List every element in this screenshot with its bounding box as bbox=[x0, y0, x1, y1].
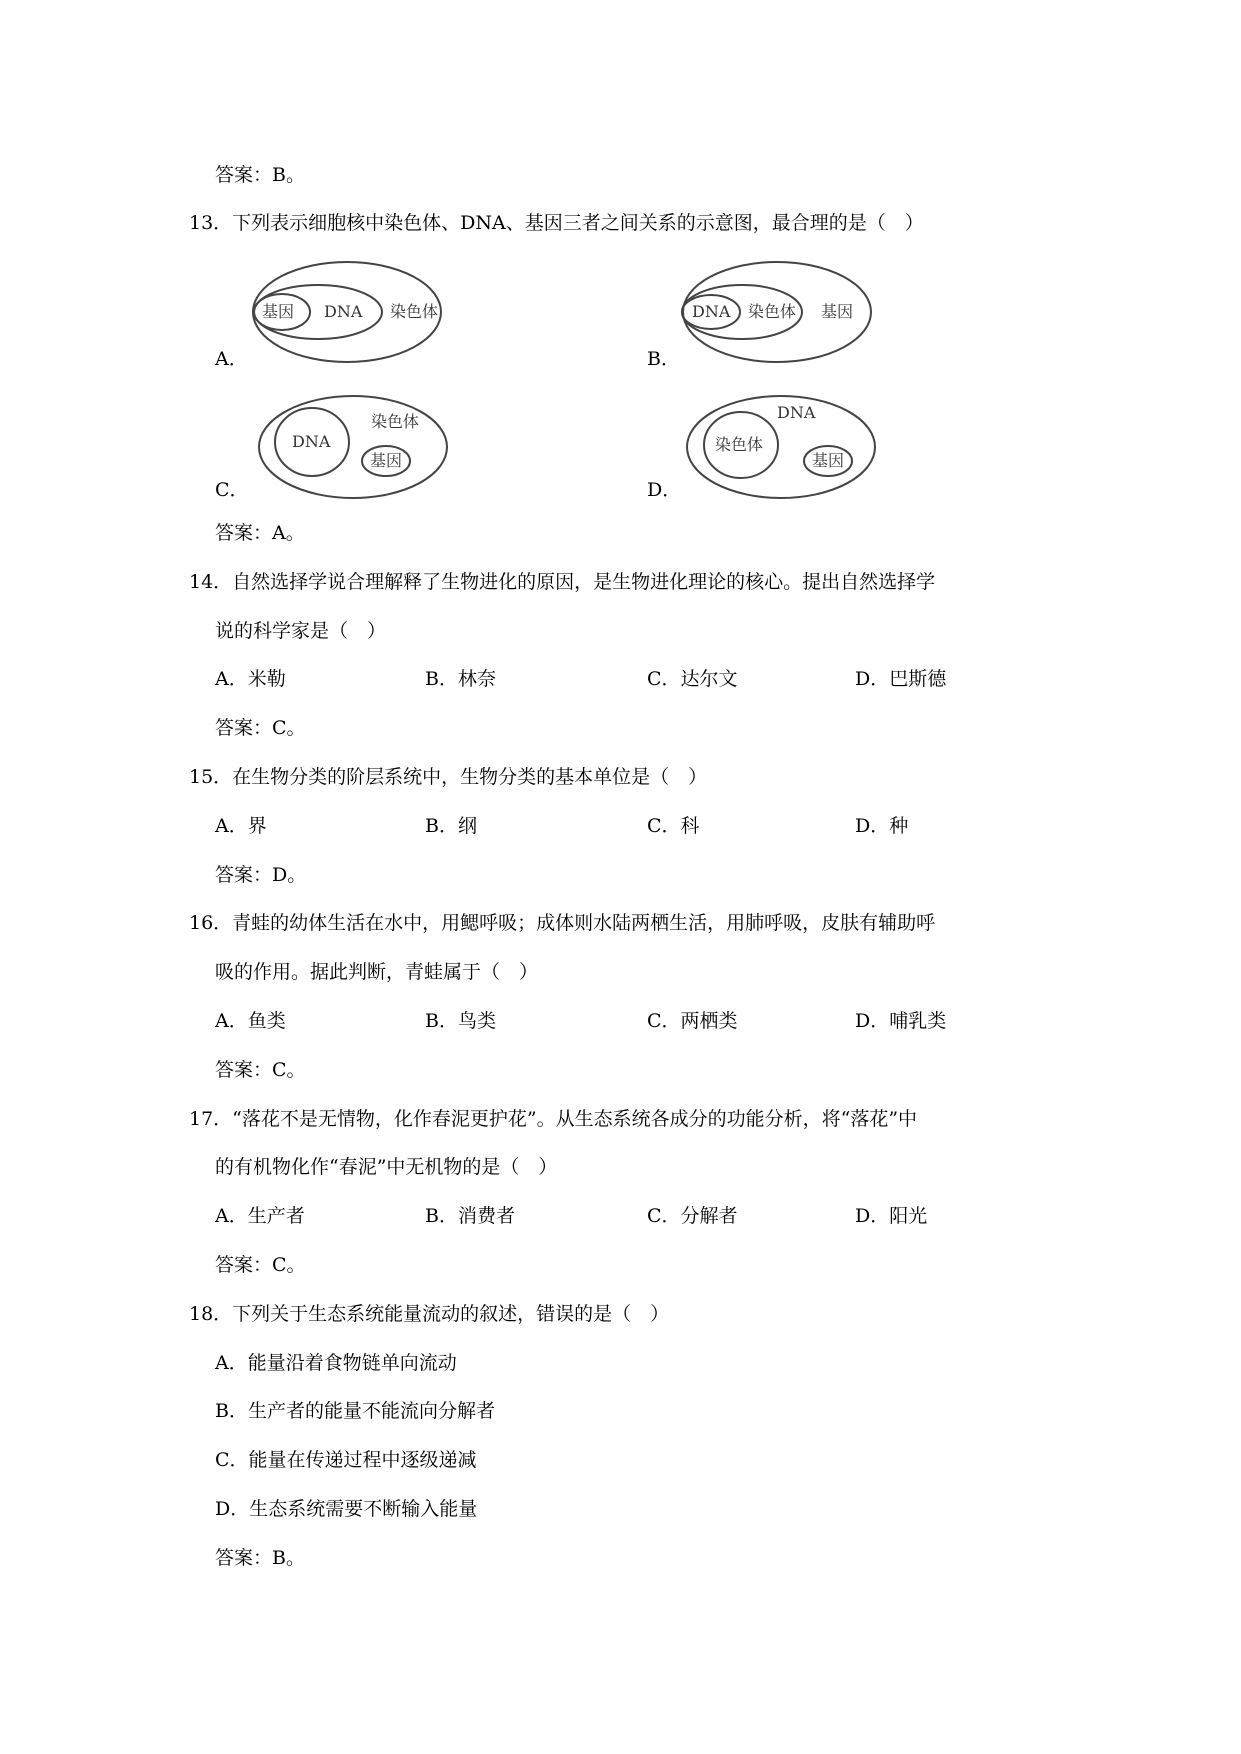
question-16-option-a: A．鱼类 bbox=[215, 1010, 286, 1032]
answer-18: 答案：B。 bbox=[215, 1547, 305, 1569]
question-16-option-c: C．两栖类 bbox=[647, 1010, 738, 1032]
question-13-stem: 13．下列表示细胞核中染色体、DNA、基因三者之间关系的示意图，最合理的是（ ） bbox=[189, 212, 924, 234]
answer-16: 答案：C。 bbox=[215, 1059, 306, 1081]
question-17-option-b: B．消费者 bbox=[425, 1205, 515, 1227]
diagram-d-gene-text: 基因 bbox=[812, 451, 845, 470]
question-14-option-a: A．米勒 bbox=[215, 668, 286, 690]
diagram-c-chromosome-text: 染色体 bbox=[371, 412, 420, 431]
question-18-option-a: A．能量沿着食物链单向流动 bbox=[215, 1352, 457, 1374]
option-a-label: A． bbox=[215, 348, 248, 370]
diagram-option-b bbox=[678, 258, 878, 366]
question-15-option-b: B．纲 bbox=[425, 815, 477, 837]
answer-13: 答案：A。 bbox=[215, 522, 305, 544]
diagram-c-gene-text: 基因 bbox=[370, 451, 403, 470]
question-17-option-a: A．生产者 bbox=[215, 1205, 305, 1227]
question-15-option-c: C．科 bbox=[647, 815, 700, 837]
diagram-b-dna-text: DNA bbox=[692, 302, 731, 321]
question-15-stem: 15．在生物分类的阶层系统中，生物分类的基本单位是（ ） bbox=[189, 766, 708, 788]
diagram-d-chromosome-text: 染色体 bbox=[715, 435, 764, 454]
option-c-label: C． bbox=[215, 479, 249, 501]
diagram-a-gene-text: 基因 bbox=[262, 302, 295, 321]
answer-12: 答案：B。 bbox=[215, 164, 305, 186]
question-14-option-d: D．巴斯德 bbox=[855, 668, 947, 690]
diagram-d-dna-text: DNA bbox=[777, 403, 816, 422]
question-17-option-d: D．阳光 bbox=[855, 1205, 928, 1227]
diagram-a-chromosome-text: 染色体 bbox=[390, 302, 439, 321]
question-16-stem-line1: 16．青蛙的幼体生活在水中，用鳃呼吸；成体则水陆两栖生活，用肺呼吸，皮肤有辅助呼 bbox=[189, 912, 936, 934]
diagram-option-c bbox=[256, 392, 456, 502]
answer-15: 答案：D。 bbox=[215, 864, 307, 886]
question-15-option-d: D．种 bbox=[855, 815, 909, 837]
question-14-option-b: B．林奈 bbox=[425, 668, 496, 690]
question-17-option-c: C．分解者 bbox=[647, 1205, 738, 1227]
option-d-label: D． bbox=[647, 479, 682, 501]
diagram-c-dna-text: DNA bbox=[292, 432, 331, 451]
question-14-stem-line1: 14．自然选择学说合理解释了生物进化的原因，是生物进化理论的核心。提出自然选择学 bbox=[189, 571, 936, 593]
question-18-option-d: D．生态系统需要不断输入能量 bbox=[215, 1498, 478, 1520]
question-18-option-c: C．能量在传递过程中逐级递减 bbox=[215, 1449, 477, 1471]
question-18-stem: 18．下列关于生态系统能量流动的叙述，错误的是（ ） bbox=[189, 1303, 670, 1325]
question-16-option-d: D．哺乳类 bbox=[855, 1010, 947, 1032]
diagram-a-dna-text: DNA bbox=[324, 302, 363, 321]
option-b-label: B． bbox=[647, 348, 680, 370]
question-14-stem-line2: 说的科学家是（ ） bbox=[215, 620, 387, 642]
question-17-stem-line2: 的有机物化作“春泥”中无机物的是（ ） bbox=[215, 1156, 558, 1178]
diagram-b-gene-text: 基因 bbox=[821, 302, 854, 321]
question-17-stem-line1: 17．“落花不是无情物，化作春泥更护花”。从生态系统各成分的功能分析，将“落花”中 bbox=[189, 1108, 918, 1130]
answer-14: 答案：C。 bbox=[215, 717, 306, 739]
question-14-option-c: C．达尔文 bbox=[647, 668, 738, 690]
diagram-b-chromosome-text: 染色体 bbox=[748, 302, 797, 321]
diagram-option-a bbox=[250, 258, 460, 366]
question-16-option-b: B．鸟类 bbox=[425, 1010, 496, 1032]
question-15-option-a: A．界 bbox=[215, 815, 267, 837]
answer-17: 答案：C。 bbox=[215, 1254, 306, 1276]
diagram-option-d bbox=[682, 392, 882, 502]
question-18-option-b: B．生产者的能量不能流向分解者 bbox=[215, 1400, 495, 1422]
question-16-stem-line2: 吸的作用。据此判断，青蛙属于（ ） bbox=[215, 961, 539, 983]
